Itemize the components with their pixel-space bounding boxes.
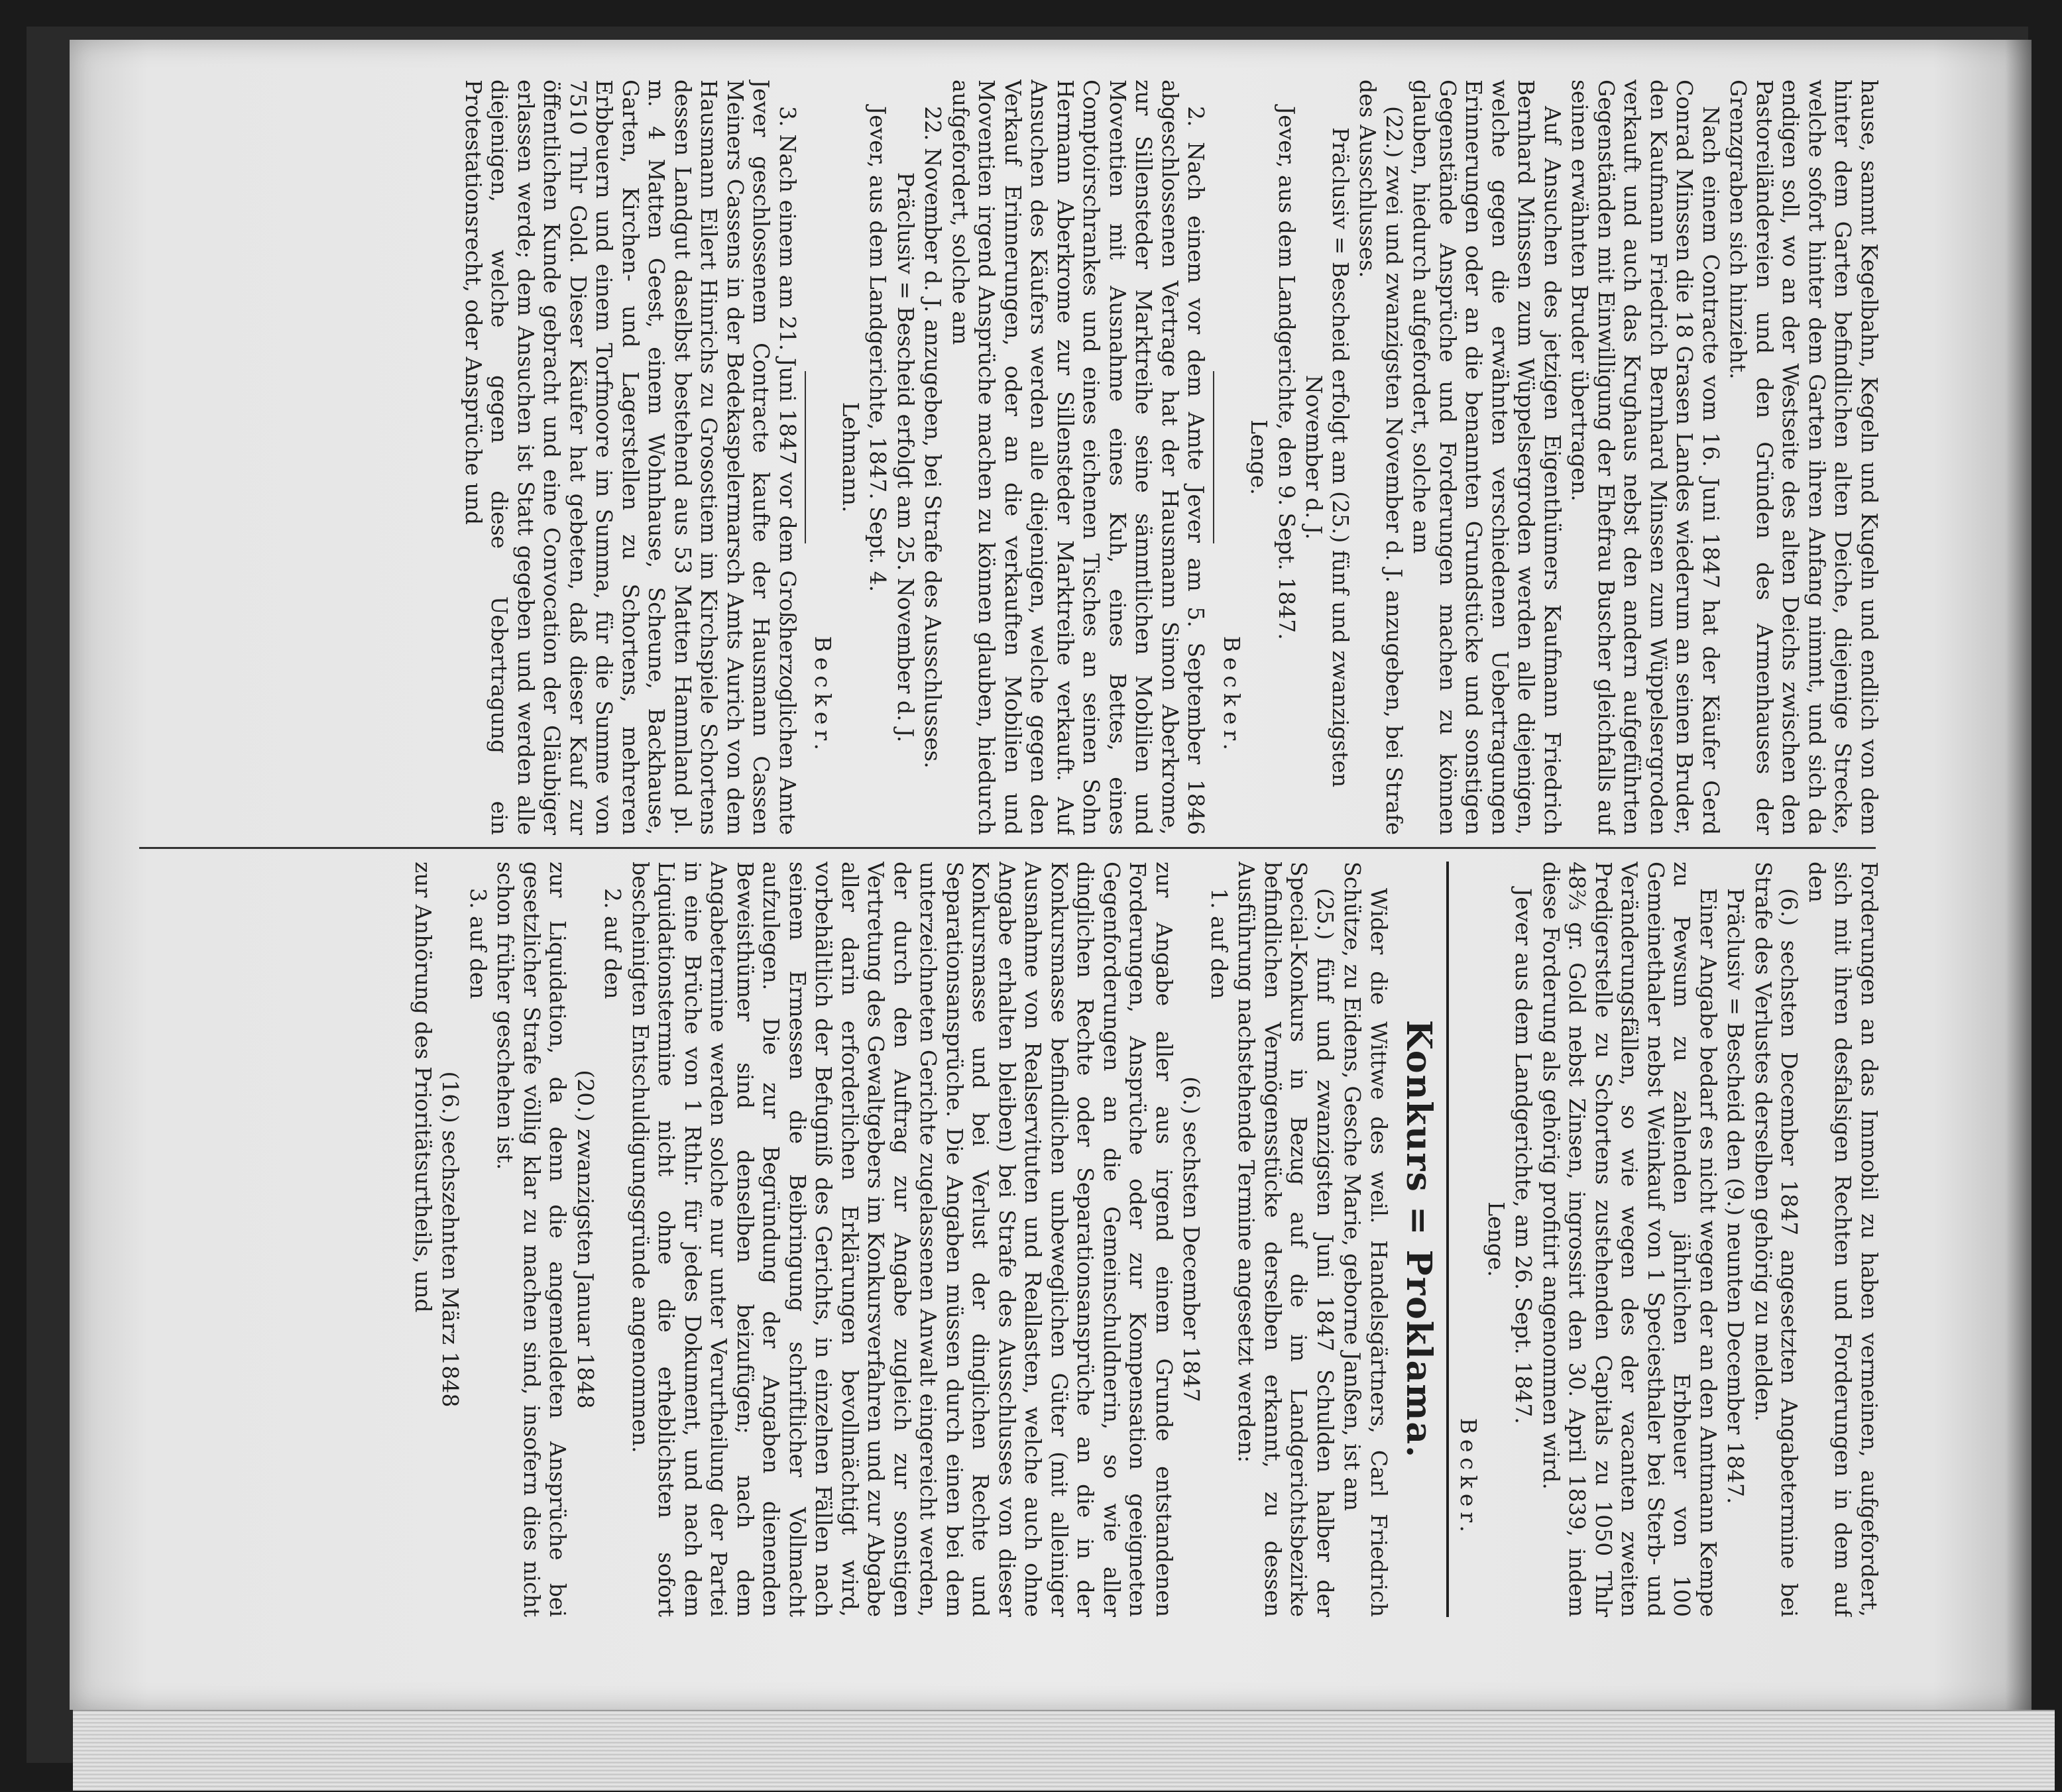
page-spine-shadow [2005, 40, 2032, 1710]
paragraph: Präclusiv = Bescheid erfolgt am 25. November d. J. [893, 172, 919, 743]
list-item: 2. auf den [600, 888, 626, 999]
date-line: (16.) sechszehnten März 1848 [437, 1071, 464, 1408]
paragraph: (22.) zwei und zwanzigsten November d. J. anzugeben, bei Strafe des Ausschlusses. [1355, 80, 1407, 835]
paragraph: Auf Ansuchen des jetzigen Eigenthümers Kaufmann Friedrich Bernhard Minssen zum Wüppelsergroden werden alle diejenigen, welche gegen die erwähnten verschiedenen Uebertragungen Erinnerungen oder an die benannten Grundstücke und sonstigen Gegenstände Ansprüche und Forderungen machen zu können glauben, hiedurch aufgefordert, solche am [1408, 80, 1566, 835]
paragraph: Einer Angabe bedarf es nicht wegen der an den Amtmann Kempe zu Pewsum zu zahlenden jährlichen Erbheuer von 100 Gemeinethaler nebst Weinkauf von 1 Speciesthaler bei Sterb- und Veränderungsfällen, so wie wegen des der vacanten zweiten Predigerstelle zu Schortens zustehenden Capitals zu 1050 Thlr 48⅔ gr. Gold nebst Zinsen, ingrossirt den 30. April 1839, indem diese Forderung als gehörig profitirt angenommen wird. [1538, 862, 1721, 1617]
list-item: 3. auf den [465, 888, 491, 999]
signature: Lehmann. [838, 402, 864, 513]
paragraph: Nach einem Contracte vom 16. Juni 1847 hat der Käufer Gerd Conrad Minssen die 18 Grasen Landes wiederum an seinen Bruder, den Kaufmann Friedrich Bernhard Minssen zum Wüppelsergroden verkauft und auch das Krughaus nebst den andern aufgeführten Gegenständen mit Einwilligung der Ehefrau Buscher gleichfalls auf seinen erwähnten Bruder übertragen. [1567, 80, 1724, 835]
paragraph: Präclusiv = Bescheid erfolgt am (25.) fünf und zwanzigsten November d. J. [1301, 127, 1353, 787]
paragraph: Wider die Wittwe des weil. Handelsgärtners, Carl Friedrich Schütze, zu Eidens, Gesche Marie, geborne Janßen, ist am [1340, 862, 1392, 1617]
signature: Becker. [810, 636, 836, 756]
section-rule [1446, 862, 1449, 1617]
page-edges [73, 1710, 2055, 1791]
paragraph: zur Angabe aller aus irgend einem Grunde entstandenen Forderungen, Ansprüche oder zur Kompensation geeigneten Gegenforderungen an die Gemeinschuldnerin, so wie aller dinglichen Rechte oder Separationsansprüche an die in der Konkursmasse befindlichen unbeweglichen Güter (mit alleiniger Ausnahme von Realservituten und Reallasten, welche auch ohne Angabe erhalten bleiben) bei Strafe des Ausschlusses von dieser Konkursmasse und bei Verlust der dinglichen Rechte und Separationsansprüche. Die Angaben müssen durch einen bei dem unterzeichneten Gerichte zugelassenen Anwalt eingereicht werden, der durch den Auftrag zur Angabe zugleich zur sonstigen Vertretung des Gewaltgebers im Konkursverfahren und zur Abgabe aller darin erforderlichen Erklärungen bevollmächtigt wird, vorbehältlich der Befugniß des Gerichts, in einzelnen Fällen nach seinem Ermessen die Beibringung schriftlicher Vollmacht aufzulegen. Die zur Begründung der Angaben dienenden Beweisthümer sind denselben beizufügen; nach dem Angabetermine werden solche nur unter Verurtheilung der Partei in eine Brüche von 1 Rthlr. für jedes Dokument, und nach dem Liquidationstermine nicht ohne die erheblichsten sofort bescheinigten Entschuldigungsgründe angenommen. [628, 862, 1177, 1617]
date-line: (20.) zwanzigsten Januar 1848 [573, 1070, 599, 1409]
left-column [133, 80, 1882, 835]
paragraph: (6.) sechsten December 1847 angesetzten Angabetermine bei Strafe des Verlustes derselben gehörig zu melden. [1750, 862, 1803, 1617]
signature: Lenge. [1483, 1202, 1509, 1277]
separator-rule [1214, 371, 1215, 543]
separator-rule [805, 371, 806, 543]
rotated-text-block [133, 80, 1882, 1617]
paragraph: 22. November d. J. anzugeben, bei Strafe des Ausschlusses. [920, 106, 946, 769]
date-line: Jever, aus dem Landgerichte, den 9. Sept. 1847. [1274, 106, 1300, 640]
column-divider [139, 847, 1876, 849]
date-line: Jever aus dem Landgerichte, am 26. Sept. 1847. [1511, 888, 1537, 1424]
section-heading: Konkurs = Proklama. [1399, 1019, 1439, 1459]
paragraph: Forderungen an das Immobil zu haben vermeinen, aufgefordert, sich mit ihren desfalsigen Rechten und Forderungen in dem auf den [1804, 862, 1882, 1617]
paragraph: hause, sammt Kegelbahn, Kegeln und Kugeln und endlich von dem hinter dem Garten befindlichen alten Deiche, diejenige Strecke, welche sofort hinter dem Garten ihren Anfang nimmt, und sich da endigen soll, wo an der Westseite des alten Deichs zwischen den Pastoreiländereien und den Gründen des Armenhauses der Grenzgraben sich hinzieht. [1725, 80, 1882, 835]
signature: Lenge. [1246, 420, 1273, 495]
paragraph: (25.) fünf und zwanzigsten Juni 1847 Schulden halber der Special-Konkurs in Bezug auf die im Landgerichtsbezirke befindlichen Vermögensstücke derselben erkannt, zu dessen Ausführung nachstehende Termine angesetzt werden: [1233, 862, 1338, 1617]
signature: Becker. [1219, 636, 1245, 756]
paragraph: 2. Nach einem vor dem Amte Jever am 5. September 1846 abgeschlossenen Vertrage hat der Hausmann Simon Aberkrome, zur Sillensteder Marktreihe seine sämmtlichen Mobilien und Moventien mit Ausnahme eines Kuh, eines Bettes, eines Comptoirschrankes und eines eichenen Tisches an seinen Sohn Hermann Aberkrome zur Sillensteder Marktreihe verkauft. Auf Ansuchen des Käufers werden alle diejenigen, welche gegen den Verkauf Erinnerungen, oder an die verkauften Mobilien und Moventien irgend Ansprüche machen zu können glauben, hiedurch aufgefordert, solche am [948, 80, 1210, 835]
date-line: (6.) sechsten December 1847 [1178, 1076, 1205, 1402]
paragraph: zur Anhörung des Prioritätsurtheils, und [410, 862, 436, 1313]
right-column [133, 862, 1882, 1617]
date-line: Jever, aus dem Landgerichte, 1847. Sept. 4. [865, 106, 891, 592]
list-item: 1. auf den [1206, 888, 1232, 999]
paragraph: Präclusiv = Bescheid den (9.) neunten December 1847. [1723, 888, 1749, 1504]
signature: Becker. [1456, 1418, 1482, 1538]
paragraph: zur Liquidation, da denn die angemeldeten Ansprüche bei gesetzlicher Strafe völlig klar zu machen sind, insofern dies nicht schon früher geschehen ist. [492, 862, 571, 1617]
paragraph: 3. Nach einem am 21. Juni 1847 vor dem Großherzoglichen Amte Jever geschlossenem Contracte kaufte der Hausmann Cassen Meiners Cassens in der Bedekaspelermarsch Amts Aurich von dem Hausmann Eilert Hinrichs zu Grosostiem im Kirchspiele Schortens dessen Landgut daselbst bestehend aus 53 Matten Hammland pl. m. 4 Matten Geest, einem Wohnhause, Scheune, Backhause, Garten, Kirchen- und Lagerstellen zu Schortens, mehreren Erbbeuern und einem Torfmoore im Summa, für die Summe von 7510 Thlr Gold. Dieser Käufer hat gebeten, daß dieser Kauf zur öffentlichen Kunde gebracht und eine Convocation der Gläubiger erlassen werde; dem Ansuchen ist Statt gegeben und werden alle diejenigen, welche gegen diese Uebertragung ein Protestationsrecht, oder Ansprüche und [461, 80, 801, 835]
